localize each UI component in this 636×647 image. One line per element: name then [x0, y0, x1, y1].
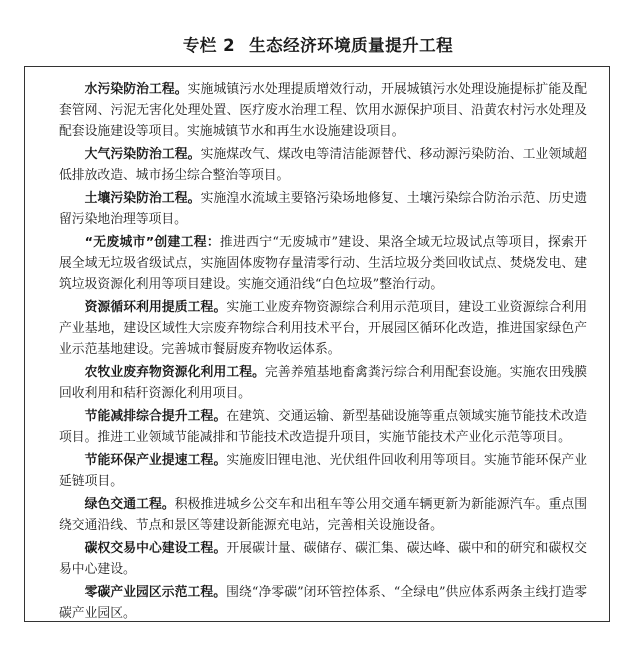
item-energy-saving: [59, 406, 587, 448]
item-heading: 零碳产业园区示范工程。: [84, 585, 227, 600]
item-heading: 水污染防治工程。: [84, 82, 188, 97]
item-air-pollution: [59, 144, 587, 186]
item-heading: 土壤污染防治工程。: [84, 191, 201, 206]
item-water-pollution: [59, 79, 587, 142]
item-body: 实施城镇污水处理提质增效行动，开展城镇污水处理设施提标扩能及配套管网、污泥无害化处理处置、医疗废水治理工程、饮用水源保护项目、沿黄农村污水处理及配套设施建设等项目。实施城镇节水和再生水设施建设项目。: [59, 82, 588, 139]
item-body: 实施湟水流域主要铬污染场地修复、土壤污染综合防治示范、历史遗留污染地治理等项目。: [59, 191, 588, 227]
item-heading: 节能环保产业提速工程。: [84, 453, 227, 468]
item-zero-carbon-park: [59, 582, 587, 622]
item-body: 积极推进城乡公交车和出租车等公用交通车辆更新为新能源汽车。重点围绕交通沿线、节点和景区等建设新能源充电站，完善相关设施设备。: [59, 497, 588, 533]
item-heading: 大气污染防治工程。: [84, 147, 201, 162]
item-agri-waste: [59, 362, 587, 404]
item-body: 实施废旧锂电池、光伏组件回收利用等项目。实施节能环保产业延链项目。: [59, 453, 588, 489]
item-body: 实施煤改气、煤改电等清洁能源替代、移动源污染防治、工业领域超低排放改造、城市扬尘综合整治等项目。: [59, 147, 588, 183]
item-zero-waste-city: [59, 232, 587, 295]
column-title: 生态经济环境质量提升工程: [249, 36, 454, 55]
item-soil-pollution: [59, 188, 587, 230]
item-heading: 节能减排综合提升工程。: [84, 409, 227, 424]
item-carbon-trading: [59, 538, 587, 580]
column-number: 专栏 2: [182, 36, 236, 55]
item-body: 推进西宁“无废城市”建设、果洛全域无垃圾试点等项目，探索开展全域无垃圾省级试点，实施固体废物存量清零行动、生活垃圾分类回收试点、焚烧发电、建筑垃圾资源化利用等项目建设。实施交通沿线“白色垃圾”整治行动。: [59, 235, 587, 292]
item-heading: 绿色交通工程。: [84, 497, 175, 512]
item-heading: “无废城市”创建工程：: [84, 235, 220, 250]
item-body: 在建筑、交通运输、新型基础设施等重点领域实施节能技术改造项目。推进工业领域节能减排和节能技术改造提升项目，实施节能技术产业化示范等项目。: [59, 409, 588, 445]
item-body: 开展碳计量、碳储存、碳汇集、碳达峰、碳中和的研究和碳权交易中心建设。: [59, 541, 588, 577]
item-heading: 碳权交易中心建设工程。: [84, 541, 227, 556]
item-heading: 农牧业废弃物资源化利用工程。: [84, 365, 265, 380]
item-green-transport: [59, 494, 587, 536]
item-resource-recycling: [59, 297, 587, 360]
item-eco-industry: [59, 450, 587, 492]
item-body: 围绕“净零碳”闭环管控体系、“全绿电”供应体系两条主线打造零碳产业园区。: [59, 585, 588, 621]
item-body: 完善养殖基地畜禽粪污综合利用配套设施。实施农田残膜回收利用和秸秆资源化利用项目。: [59, 365, 588, 401]
item-body: 实施工业废弃物资源综合利用示范项目，建设工业资源综合利用产业基地，建设区域性大宗废弃物综合利用技术平台，开展园区循环化改造，推进国家绿色产业示范基地建设。完善城市餐厨废弃物收运体系。: [59, 300, 588, 357]
item-heading: 资源循环利用提质工程。: [84, 300, 227, 315]
page-title: [0, 32, 636, 56]
content-box: [24, 66, 610, 622]
